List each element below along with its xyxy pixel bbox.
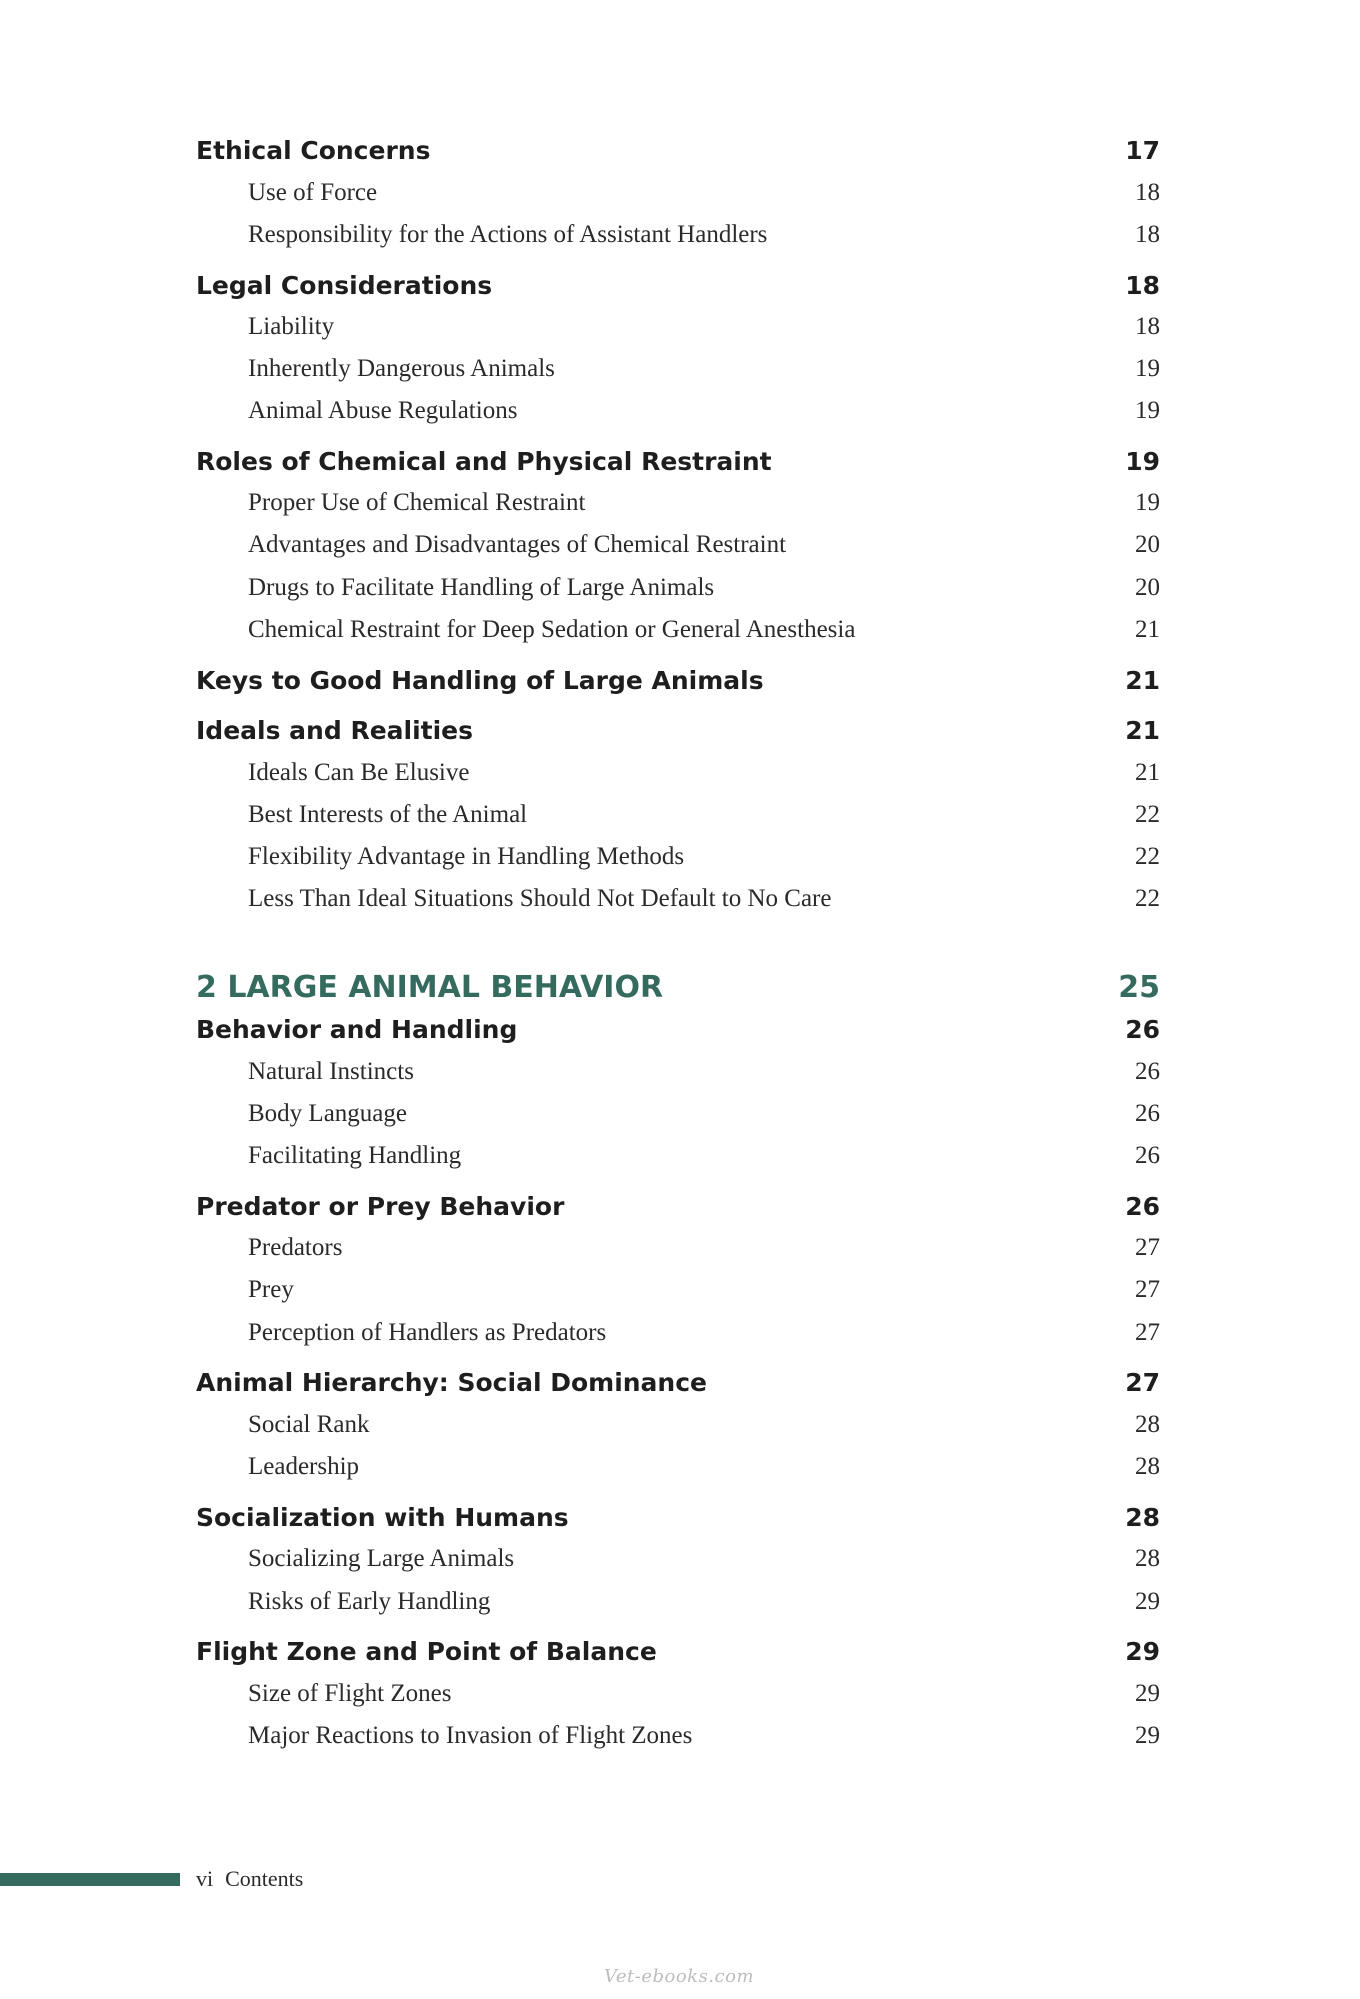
toc-entry-title: Behavior and Handling (196, 1014, 518, 1044)
toc-entry-page: 29 (1125, 1636, 1160, 1666)
toc-entry-title: Natural Instincts (248, 1058, 414, 1085)
toc-sub-row[interactable] (196, 1092, 1160, 1136)
toc-entry-page: 19 (1135, 355, 1160, 382)
toc-entry-page: 29 (1135, 1722, 1160, 1749)
toc-sub-row[interactable] (196, 1226, 1160, 1270)
footer-label: Contents (225, 1866, 304, 1891)
toc-sub-row[interactable] (196, 877, 1160, 921)
toc-entry-page: 20 (1135, 531, 1160, 558)
toc-entry-page: 21 (1125, 715, 1160, 745)
toc-section-row[interactable] (196, 708, 1160, 752)
toc-entry-page: 21 (1135, 616, 1160, 643)
toc-entry-page: 21 (1135, 759, 1160, 786)
toc-sub-row[interactable] (196, 1050, 1160, 1094)
toc-entry-title: Responsibility for the Actions of Assistant Handlers (248, 221, 768, 248)
toc-entry-title: Size of Flight Zones (248, 1680, 452, 1707)
toc-entry-title: Animal Abuse Regulations (248, 397, 518, 424)
toc-entry-title: Keys to Good Handling of Large Animals (196, 665, 764, 695)
toc-entry-title: Perception of Handlers as Predators (248, 1319, 607, 1346)
toc-section-row[interactable] (196, 1184, 1160, 1228)
toc-sub-row[interactable] (196, 347, 1160, 391)
toc-entry-title: Inherently Dangerous Animals (248, 355, 555, 382)
toc-entry-page: 18 (1135, 313, 1160, 340)
toc-sub-row[interactable] (196, 751, 1160, 795)
toc-entry-page: 27 (1135, 1234, 1160, 1261)
toc-entry-title: Legal Considerations (196, 270, 493, 300)
toc-sub-row[interactable] (196, 213, 1160, 257)
toc-entry-title: Prey (248, 1276, 294, 1303)
watermark: Vet-ebooks.com (604, 1966, 755, 1987)
toc-entry-title: Flight Zone and Point of Balance (196, 1636, 657, 1666)
toc-entry-title: Proper Use of Chemical Restraint (248, 489, 586, 516)
footer-accent-bar (0, 1873, 180, 1886)
toc-entry-page: 25 (1118, 969, 1160, 1005)
toc-entry-title: Liability (248, 313, 335, 340)
toc-entry-page: 29 (1135, 1588, 1160, 1615)
toc-entry-title: Body Language (248, 1100, 407, 1127)
toc-sub-row[interactable] (196, 171, 1160, 215)
toc-entry-page: 26 (1125, 1014, 1160, 1044)
toc-entry-title: Facilitating Handling (248, 1142, 462, 1169)
toc-entry-title: Best Interests of the Animal (248, 801, 528, 828)
toc-sub-row[interactable] (196, 1580, 1160, 1624)
toc-entry-page: 18 (1135, 179, 1160, 206)
toc-entry-page: 19 (1125, 446, 1160, 476)
toc-entry-page: 27 (1135, 1276, 1160, 1303)
toc-entry-page: 22 (1135, 843, 1160, 870)
toc-entry-title: 2 LARGE ANIMAL BEHAVIOR (196, 969, 664, 1005)
toc-sub-row[interactable] (196, 1311, 1160, 1355)
toc-entry-page: 19 (1135, 397, 1160, 424)
toc-entry-page: 29 (1135, 1680, 1160, 1707)
toc-entry-title: Drugs to Facilitate Handling of Large Animals (248, 574, 715, 601)
toc-section-row[interactable] (196, 263, 1160, 307)
toc-entry-page: 22 (1135, 885, 1160, 912)
toc-entry-title: Socialization with Humans (196, 1502, 569, 1532)
toc-sub-row[interactable] (196, 389, 1160, 433)
toc-entry-title: Major Reactions to Invasion of Flight Zones (248, 1722, 693, 1749)
toc-entry-title: Socializing Large Animals (248, 1545, 515, 1572)
toc-entry-title: Less Than Ideal Situations Should Not Default to No Care (248, 885, 832, 912)
toc-entry-title: Chemical Restraint for Deep Sedation or General Anesthesia (248, 616, 856, 643)
toc-entry-page: 27 (1125, 1367, 1160, 1397)
toc-chapter-row[interactable] (196, 965, 1160, 1009)
toc-entry-page: 26 (1135, 1100, 1160, 1127)
toc-entry-page: 26 (1125, 1191, 1160, 1221)
toc-entry-title: Social Rank (248, 1411, 370, 1438)
toc-section-row[interactable] (196, 1629, 1160, 1673)
toc-entry-title: Flexibility Advantage in Handling Methods (248, 843, 685, 870)
toc-entry-page: 22 (1135, 801, 1160, 828)
toc-section-row[interactable] (196, 1360, 1160, 1404)
toc-section-row[interactable] (196, 1007, 1160, 1051)
toc-entry-page: 20 (1135, 574, 1160, 601)
toc-entry-title: Advantages and Disadvantages of Chemical Restraint (248, 531, 787, 558)
toc-section-row[interactable] (196, 1495, 1160, 1539)
toc-sub-row[interactable] (196, 1537, 1160, 1581)
toc-entry-page: 28 (1135, 1411, 1160, 1438)
toc-entry-title: Leadership (248, 1453, 360, 1480)
toc-entry-title: Predator or Prey Behavior (196, 1191, 565, 1221)
toc-entry-title: Ideals Can Be Elusive (248, 759, 470, 786)
toc-entry-title: Animal Hierarchy: Social Dominance (196, 1367, 707, 1397)
toc-sub-row[interactable] (196, 1445, 1160, 1489)
toc-entry-page: 21 (1125, 665, 1160, 695)
toc-sub-row[interactable] (196, 1714, 1160, 1758)
toc-entry-title: Ideals and Realities (196, 715, 474, 745)
toc-entry-page: 19 (1135, 489, 1160, 516)
toc-entry-title: Roles of Chemical and Physical Restraint (196, 446, 772, 476)
toc-entry-page: 27 (1135, 1319, 1160, 1346)
toc-entry-title: Predators (248, 1234, 343, 1261)
toc-entry-page: 28 (1135, 1453, 1160, 1480)
toc-sub-row[interactable] (196, 566, 1160, 610)
toc-entry-page: 18 (1135, 221, 1160, 248)
toc-entry-page: 17 (1125, 135, 1160, 165)
toc-sub-row[interactable] (196, 523, 1160, 567)
toc-sub-row[interactable] (196, 1134, 1160, 1178)
toc-entry-page: 26 (1135, 1142, 1160, 1169)
toc-sub-row[interactable] (196, 1403, 1160, 1447)
toc-sub-row[interactable] (196, 608, 1160, 652)
toc-sub-row[interactable] (196, 835, 1160, 879)
toc-sub-row[interactable] (196, 305, 1160, 349)
toc-section-row[interactable] (196, 658, 1160, 702)
toc-sub-row[interactable] (196, 1268, 1160, 1312)
toc-entry-page: 18 (1125, 270, 1160, 300)
toc-sub-row[interactable] (196, 793, 1160, 837)
toc-sub-row[interactable] (196, 1672, 1160, 1716)
toc-entry-page: 28 (1135, 1545, 1160, 1572)
toc-entry-title: Risks of Early Handling (248, 1588, 491, 1615)
toc-entry-page: 26 (1135, 1058, 1160, 1085)
page-footer (196, 1866, 303, 1892)
toc-entry-title: Use of Force (248, 179, 378, 206)
toc-sub-row[interactable] (196, 481, 1160, 525)
footer-page-number: vi (196, 1866, 214, 1891)
toc-section-row[interactable] (196, 439, 1160, 483)
toc-section-row[interactable] (196, 128, 1160, 172)
toc-entry-page: 28 (1125, 1502, 1160, 1532)
toc-entry-title: Ethical Concerns (196, 135, 431, 165)
